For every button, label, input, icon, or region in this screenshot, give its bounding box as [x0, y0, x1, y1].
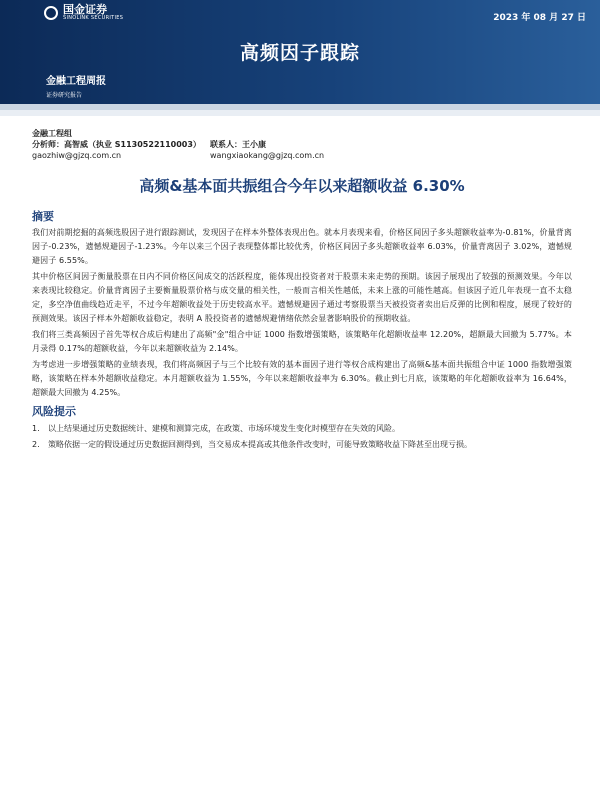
- report-banner: [0, 0, 600, 116]
- risk-title: 风险提示: [32, 405, 76, 418]
- report-body: [32, 128, 572, 451]
- report-category: 证券研究报告: [46, 92, 83, 99]
- logo-icon: [44, 6, 58, 20]
- report-date: 2023 年 08 月 27 日: [493, 13, 586, 23]
- contact-info: 联系人：王小康: [210, 140, 266, 149]
- summary-paragraph: 其中价格区间因子衡量股票在日内不同价格区间成交的活跃程度，能体现出投资者对于股票未来走势的预期。该因子展现出了较强的预测效果。今年以来表现比较稳定。价量背离因子主要衡量股票价格与成交量的相关性，一般而言相关性越低，未来上涨的可能性越高。但该因子近几年表现一直不太稳定，多空净值曲线趋近走平，不过今年超额收益处于历史较高水平。遗憾规避因子通过考察股票当天被投资者卖出后反弹的比例和程度，展现了较好的预测效果。该因子样本外超额收益稳定，表明 A 股投资者的遗憾规避情绪依然会显著影响股价的预期收益。: [32, 272, 572, 323]
- risk-item: [32, 422, 572, 435]
- risk-item-number: 1.: [32, 424, 40, 433]
- risk-item-text: 策略依据一定的假设通过历史数据回测得到，当交易成本提高或其他条件改变时，可能导致策略收益下降甚至出现亏损。: [48, 440, 472, 449]
- company-logo: [44, 4, 123, 21]
- summary-paragraph: 我们对前期挖掘的高频选股因子进行跟踪测试，发现因子在样本外整体表现出色。就本月表现来看，价格区间因子多头超额收益率为-0.81%，价量背离因子-0.23%，遗憾规避因子-1.23%。今年以来三个因子表现整体都比较优秀，价格区间因子多头超额收益率 6.03%，价量背离因子 3.02%，遗憾规避因子 6.55%。: [32, 228, 572, 265]
- banner-divider-light: [0, 110, 600, 116]
- summary-paragraph: 我们将三类高频因子首先等权合成后构建出了高频"金"组合中证 1000 指数增强策略，该策略年化超额收益率 12.20%，超额最大回撤为 5.77%。本月录得 0.17%的超额收益，今年以来超额收益为 2.14%。: [32, 330, 572, 353]
- summary-paragraph: 为考虑进一步增强策略的业绩表现，我们将高频因子与三个比较有效的基本面因子进行等权合成构建出了高频&基本面共振组合中证 1000 指数增强策略，该策略在样本外超额收益稳定。本月超额收益为 1.55%，今年以来超额收益率为 6.30%。截止到七月底，该策略的年化超额收益率为 16.64%，超额最大回撤为 4.25%。: [32, 360, 572, 397]
- risk-item-text: 以上结果通过历史数据统计、建模和测算完成，在政策、市场环境发生变化时模型存在失效的风险。: [48, 424, 400, 433]
- analyst-info: 分析师：高智威（执业 S1130522110003）: [32, 140, 201, 149]
- contact-email: wangxiaokang@gjzq.com.cn: [210, 151, 325, 160]
- report-series: 金融工程周报: [46, 76, 106, 87]
- report-headline: 高频&基本面共振组合今年以来超额收益 6.30%: [139, 177, 465, 195]
- risk-item-number: 2.: [32, 440, 40, 449]
- logo-name-cn: 国金证券: [63, 3, 107, 16]
- analyst-email: gaozhiw@gjzq.com.cn: [32, 151, 122, 160]
- author-info: [32, 128, 572, 161]
- risk-item: [32, 438, 572, 451]
- summary-title: 摘要: [32, 210, 54, 223]
- report-title: 高频因子跟踪: [239, 42, 360, 64]
- logo-name-en: SINOLINK SECURITIES: [63, 15, 124, 21]
- department: 金融工程组: [32, 129, 72, 138]
